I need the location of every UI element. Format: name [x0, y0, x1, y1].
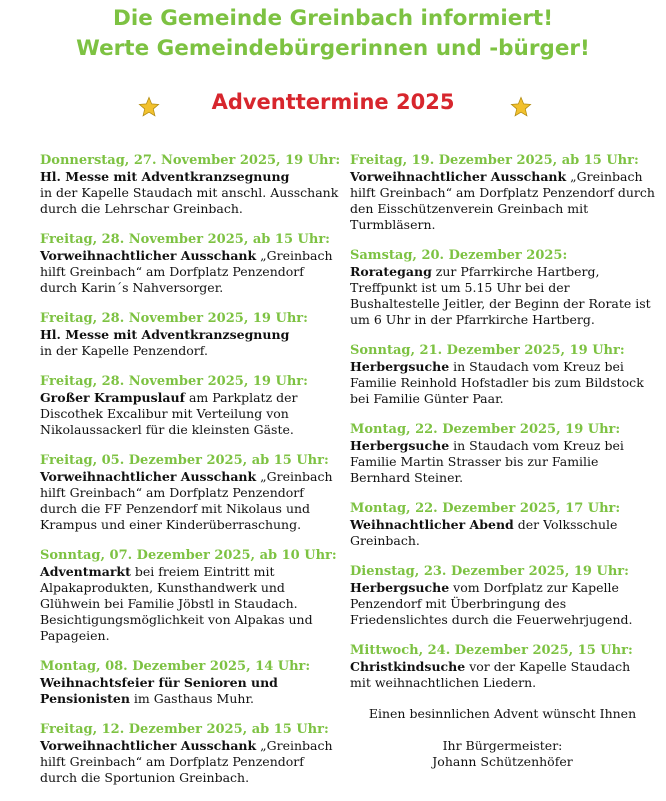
event-body — [350, 659, 655, 691]
closing-role: Ihr Bürgermeister: — [442, 738, 563, 753]
event-description: im Gasthaus Muhr. — [133, 691, 255, 706]
events-left-column — [40, 153, 340, 801]
event-item — [40, 548, 340, 644]
event-title: Christkindsuche — [350, 659, 466, 674]
event-item — [40, 311, 340, 359]
event-title: Großer Krampuslauf — [40, 390, 185, 405]
event-body — [40, 390, 340, 438]
event-date: Montag, 08. Dezember 2025, 14 Uhr: — [40, 659, 311, 674]
event-title: Weihnachtlicher Abend — [350, 517, 514, 532]
event-title: Herbergsuche — [350, 438, 450, 453]
event-description: „Greinbach hilft Greinbach“ am Dorfplatz Penzendorf durch die Sportunion Greinbach. — [40, 738, 333, 785]
event-body — [350, 264, 655, 328]
event-title: Vorweihnachtlicher Ausschank — [40, 248, 257, 263]
event-description: in Staudach vom Kreuz bei Familie Martin Strasser bis zur Familie Bernhard Steiner. — [350, 438, 624, 485]
event-description: in der Kapelle Staudach mit anschl. Ausschank durch die Lehrschar Greinbach. — [40, 185, 339, 216]
closing-name: Johann Schützenhöfer — [432, 754, 573, 769]
event-item — [40, 659, 340, 707]
event-body — [40, 248, 340, 296]
event-item — [350, 343, 655, 407]
event-item — [40, 232, 340, 296]
star-icon — [510, 96, 532, 118]
event-body — [40, 469, 340, 533]
event-item — [350, 248, 655, 328]
event-item — [350, 153, 655, 233]
event-body — [350, 359, 655, 407]
event-item — [40, 722, 340, 786]
subtitle-row — [0, 88, 666, 128]
event-description: vom Dorfplatz zur Kapelle Penzendorf mit Überbringung des Friedenslichtes durch die Feuerwehrjugend. — [350, 580, 633, 627]
event-title: Herbergsuche — [350, 580, 450, 595]
event-item — [350, 643, 655, 691]
event-description: in Staudach vom Kreuz bei Familie Reinhold Hofstadler bis zum Bildstock bei Familie Günter Paar. — [350, 359, 644, 406]
event-body — [350, 517, 655, 549]
event-body — [350, 169, 655, 233]
event-title: Hl. Messe mit Adventkranzsegnung — [40, 327, 290, 342]
header-line-1: Die Gemeinde Greinbach informiert! — [112, 6, 553, 31]
event-date: Mittwoch, 24. Dezember 2025, 15 Uhr: — [350, 643, 633, 658]
event-title: Vorweihnachtlicher Ausschank — [40, 469, 257, 484]
event-description: in der Kapelle Penzendorf. — [40, 343, 208, 358]
event-title: Herbergsuche — [350, 359, 450, 374]
closing-spacer — [350, 722, 655, 738]
event-date: Freitag, 12. Dezember 2025, ab 15 Uhr: — [40, 722, 329, 737]
event-date: Sonntag, 07. Dezember 2025, ab 10 Uhr: — [40, 548, 337, 563]
closing — [350, 706, 655, 770]
event-date: Montag, 22. Dezember 2025, 19 Uhr: — [350, 422, 621, 437]
event-description: „Greinbach hilft Greinbach“ am Dorfplatz Penzendorf durch Karin´s Nahversorger. — [40, 248, 333, 295]
events-right-list — [350, 153, 655, 691]
event-date: Donnerstag, 27. November 2025, 19 Uhr: — [40, 153, 341, 168]
event-body — [40, 327, 340, 359]
event-item — [350, 422, 655, 486]
event-date: Montag, 22. Dezember 2025, 17 Uhr: — [350, 501, 621, 516]
event-date: Samstag, 20. Dezember 2025: — [350, 248, 568, 263]
event-body — [40, 738, 340, 786]
event-body — [350, 580, 655, 628]
event-title: Weihnachtsfeier für Senioren und Pensionisten — [40, 675, 278, 706]
event-title: Adventmarkt — [40, 564, 131, 579]
event-item — [350, 501, 655, 549]
event-body — [40, 169, 340, 217]
event-title: Vorweihnachtlicher Ausschank — [40, 738, 257, 753]
event-description: „Greinbach hilft Greinbach“ am Dorfplatz Penzendorf durch die FF Penzendorf mit Nikolaus und Krampus und einer Kinderüberraschung. — [40, 469, 333, 532]
event-title: Rorategang — [350, 264, 432, 279]
event-description: der Volksschule Greinbach. — [350, 517, 618, 548]
header — [0, 4, 666, 64]
event-title: Hl. Messe mit Adventkranzsegnung — [40, 169, 290, 184]
event-date: Freitag, 05. Dezember 2025, ab 15 Uhr: — [40, 453, 329, 468]
event-date: Sonntag, 21. Dezember 2025, 19 Uhr: — [350, 343, 625, 358]
event-date: Freitag, 28. November 2025, ab 15 Uhr: — [40, 232, 330, 247]
event-title: Vorweihnachtlicher Ausschank — [350, 169, 567, 184]
event-date: Freitag, 19. Dezember 2025, ab 15 Uhr: — [350, 153, 639, 168]
event-description: zur Pfarrkirche Hartberg, Treffpunkt ist um 5.15 Uhr bei der Bushaltestelle Jeitler, der Beginn der Rorate ist um 6 Uhr in der Pfarrkirche Hartberg. — [350, 264, 651, 327]
event-description: am Parkplatz der Discothek Excalibur mit Verteilung von Nikolaussackerl für die kleinsten Gäste. — [40, 390, 298, 437]
page-subtitle: Adventtermine 2025 — [211, 90, 455, 114]
closing-greeting: Einen besinnlichen Advent wünscht Ihnen — [368, 706, 637, 721]
event-description: „Greinbach hilft Greinbach“ am Dorfplatz Penzendorf durch den Eisschützenverein Greinbach mit Turmbläsern. — [350, 169, 655, 232]
event-item — [40, 374, 340, 438]
event-description: vor der Kapelle Staudach mit weihnachtlichen Liedern. — [350, 659, 631, 690]
event-date: Dienstag, 23. Dezember 2025, 19 Uhr: — [350, 564, 629, 579]
event-item — [40, 453, 340, 533]
event-body — [350, 438, 655, 486]
event-body — [40, 564, 340, 644]
header-line-2: Werte Gemeindebürgerinnen und -bürger! — [76, 36, 590, 61]
event-body — [40, 675, 340, 707]
event-description: bei freiem Eintritt mit Alpakaprodukten, Kunsthandwerk und Glühwein bei Familie Jöbstl in Staudach. Besichtigungsmöglichkeit von Alpakas und Papageien. — [40, 564, 313, 643]
event-date: Freitag, 28. November 2025, 19 Uhr: — [40, 311, 308, 326]
events-right-column — [350, 153, 655, 770]
event-item — [40, 153, 340, 217]
event-date: Freitag, 28. November 2025, 19 Uhr: — [40, 374, 308, 389]
event-item — [350, 564, 655, 628]
